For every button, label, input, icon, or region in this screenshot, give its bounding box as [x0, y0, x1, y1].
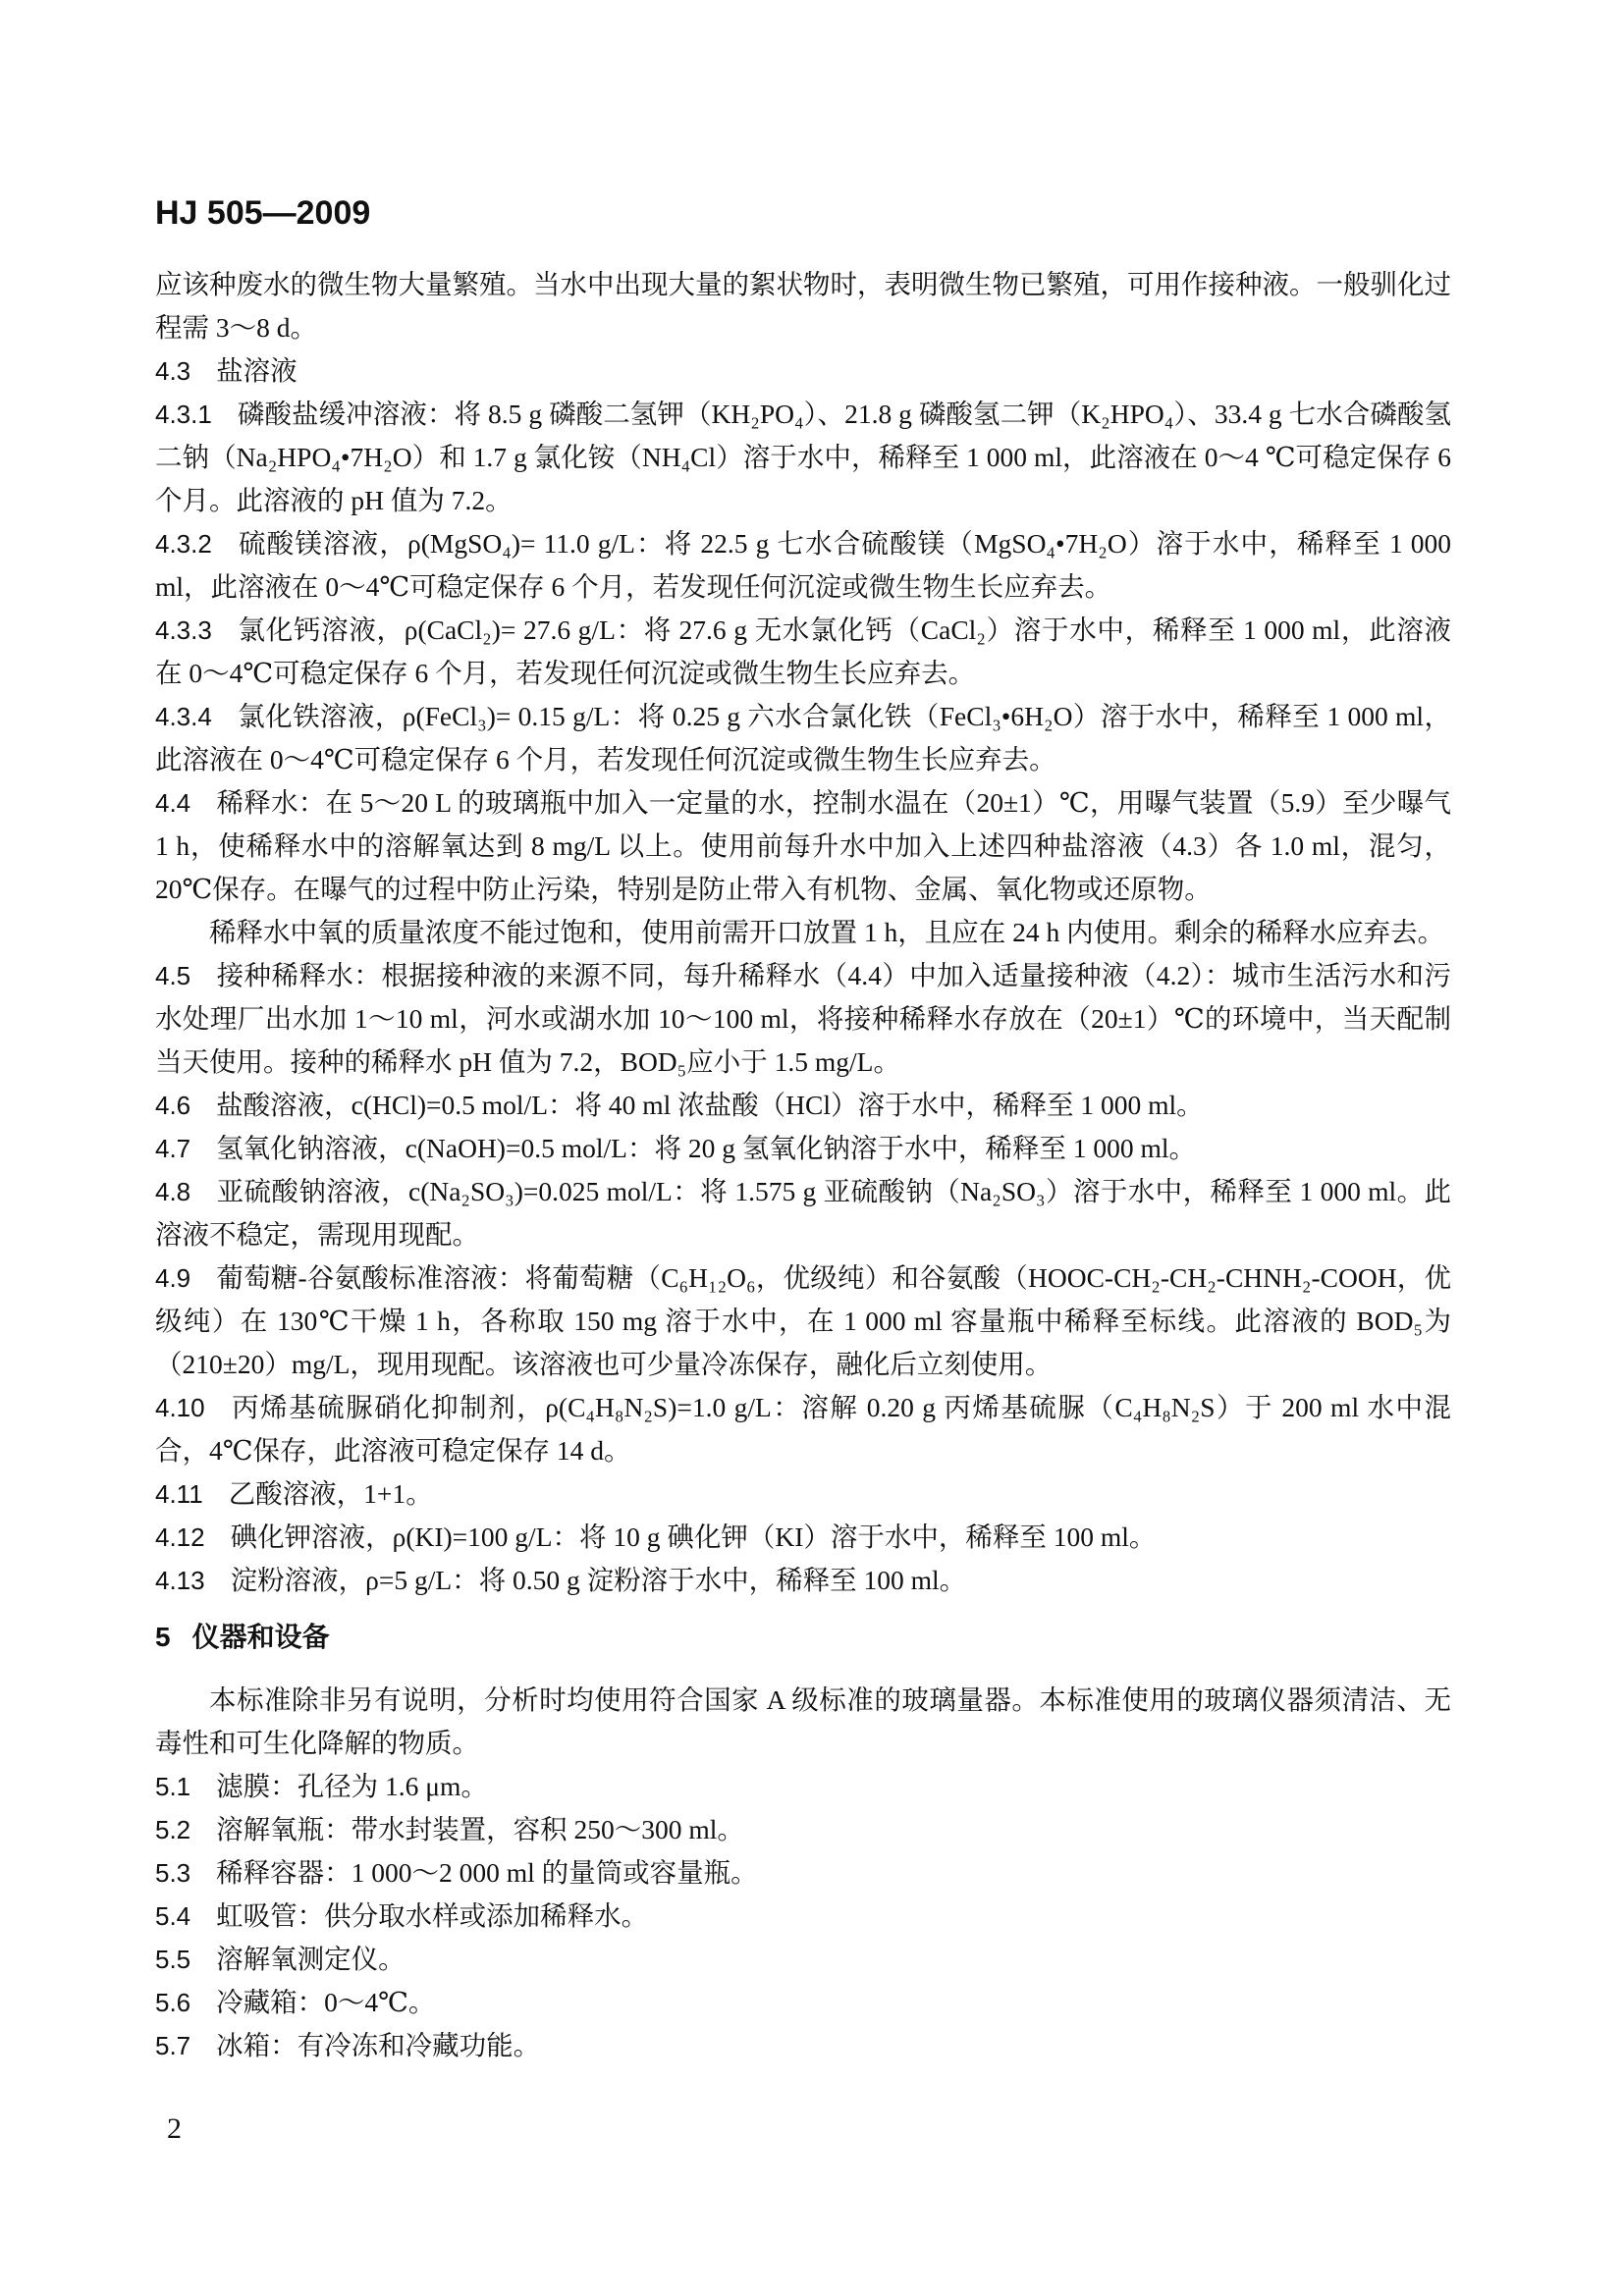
clause-text: 溶解氧测定仪。 — [216, 1944, 406, 1974]
clause-text: 硫酸镁溶液，ρ(MgSO₄)= 11.0 g/L：将 22.5 g 七水合硫酸镁（MgSO₄•7H₂O）溶于水中，稀释至 1 000 ml，此溶液在 0～4℃可稳定保存 6 个月，若发现任何沉淀或微生物生长应弃去。 — [155, 528, 1451, 602]
clause-4-12 — [155, 1516, 1451, 1559]
clause-number: 4.5 — [155, 961, 191, 990]
clause-4-10 — [155, 1386, 1451, 1472]
clause-number: 4.8 — [155, 1177, 191, 1206]
clause-text: 氯化钙溶液，ρ(CaCl₂)= 27.6 g/L：将 27.6 g 无水氯化钙（CaCl₂）溶于水中，稀释至 1 000 ml，此溶液在 0～4℃可稳定保存 6 个月，若发现任何沉淀或微生物生长应弃去。 — [155, 614, 1451, 688]
section-number: 5 — [155, 1622, 171, 1652]
clause-number: 4.11 — [155, 1479, 203, 1509]
document-body — [155, 263, 1451, 2067]
clause-4-6 — [155, 1084, 1451, 1127]
clause-4-3-1 — [155, 393, 1451, 522]
clause-number: 4.12 — [155, 1522, 205, 1552]
clause-4-3-2 — [155, 522, 1451, 609]
clause-number: 5.4 — [155, 1901, 191, 1931]
clause-number: 4.7 — [155, 1134, 191, 1163]
clause-text: 淀粉溶液，ρ=5 g/L：将 0.50 g 淀粉溶于水中，稀释至 100 ml。 — [230, 1565, 967, 1595]
clause-text: 葡萄糖-谷氨酸标准溶液：将葡萄糖（C₆H₁₂O₆，优级纯）和谷氨酸（HOOC-CH₂-CH₂-CHNH₂-COOH，优级纯）在 130℃干燥 1 h，各称取 150 mg 溶于水中，在 1 000 ml 容量瓶中稀释至标线。此溶液的 BOD₅为（210±20）mg/L，现用现配。该溶液也可少量冷冻保存，融化后立刻使用。 — [155, 1262, 1451, 1379]
clause-number: 5.7 — [155, 2031, 191, 2060]
clause-text: 氢氧化钠溶液，c(NaOH)=0.5 mol/L：将 20 g 氢氧化钠溶于水中，稀释至 1 000 ml。 — [216, 1133, 1196, 1163]
clause-number: 4.3.1 — [155, 400, 212, 429]
clause-number: 4.3 — [155, 356, 191, 386]
clause-4-5 — [155, 954, 1451, 1084]
page-number: 2 — [167, 2112, 182, 2145]
clause-text: 磷酸盐缓冲溶液：将 8.5 g 磷酸二氢钾（KH₂PO₄）、21.8 g 磷酸氢二钾（K₂HPO₄）、33.4 g 七水合磷酸氢二钠（Na₂HPO₄•7H₂O）和 1.7 g 氯化铵（NH₄Cl）溶于水中，稀释至 1 000 ml，此溶液在 0～4 ℃可稳定保存 6 个月。此溶液的 pH 值为 7.2。 — [155, 399, 1451, 515]
clause-4-7 — [155, 1127, 1451, 1170]
clause-text: 盐酸溶液，c(HCl)=0.5 mol/L：将 40 ml 浓盐酸（HCl）溶于水中，稀释至 1 000 ml。 — [216, 1090, 1204, 1120]
clause-text: 冰箱：有冷冻和冷藏功能。 — [216, 2030, 541, 2060]
clause-number: 4.13 — [155, 1566, 205, 1595]
clause-4-11 — [155, 1472, 1451, 1516]
clause-4-4-note: 稀释水中氧的质量浓度不能过饱和，使用前需开口放置 1 h，且应在 24 h 内使用。剩余的稀释水应弃去。 — [209, 917, 1445, 947]
clause-4-3-3 — [155, 609, 1451, 695]
clause-4-4 — [155, 781, 1451, 911]
document-id-header: HJ 505—2009 — [155, 194, 371, 232]
clause-text: 虹吸管：供分取水样或添加稀释水。 — [216, 1900, 649, 1931]
clause-number: 5.2 — [155, 1815, 191, 1844]
clause-text: 氯化铁溶液，ρ(FeCl₃)= 0.15 g/L：将 0.25 g 六水合氯化铁（FeCl₃•6H₂O）溶于水中，稀释至 1 000 ml，此溶液在 0～4℃可稳定保存 6 个月，若发现任何沉淀或微生物生长应弃去。 — [155, 701, 1451, 774]
clause-4-8 — [155, 1170, 1451, 1256]
clause-text: 冷藏箱：0～4℃。 — [216, 1987, 436, 2017]
clause-text: 亚硫酸钠溶液，c(Na₂SO₃)=0.025 mol/L：将 1.575 g 亚硫酸钠（Na₂SO₃）溶于水中，稀释至 1 000 ml。此溶液不稳定，需现用现配。 — [155, 1176, 1451, 1250]
clause-5-4 — [155, 1895, 1451, 1938]
clause-text: 盐溶液 — [216, 355, 298, 386]
clause-4-3-4 — [155, 695, 1451, 781]
clause-number: 4.9 — [155, 1263, 191, 1293]
clause-number: 4.4 — [155, 788, 191, 818]
clause-4-3 — [155, 349, 1451, 393]
section-5-heading — [155, 1616, 1451, 1659]
clause-text: 碘化钾溶液，ρ(KI)=100 g/L：将 10 g 碘化钾（KI）溶于水中，稀释至 100 ml。 — [230, 1522, 1157, 1552]
clause-text: 稀释容器：1 000～2 000 ml 的量筒或容量瓶。 — [216, 1857, 758, 1888]
clause-5-5 — [155, 1938, 1451, 1981]
clause-text: 接种稀释水：根据接种液的来源不同，每升稀释水（4.4）中加入适量接种液（4.2）：城市生活污水和污水处理厂出水加 1～10 ml，河水或湖水加 10～100 ml，将接种稀释水存放在（20±1）℃的环境中，当天配制当天使用。接种的稀释水 pH 值为 7.2，BOD₅应小于 1.5 mg/L。 — [155, 960, 1451, 1077]
section-title: 仪器和设备 — [191, 1622, 330, 1652]
clause-5-7 — [155, 2024, 1451, 2067]
clause-text: 丙烯基硫脲硝化抑制剂，ρ(C₄H₈N₂S)=1.0 g/L：溶解 0.20 g 丙烯基硫脲（C₄H₈N₂S）于 200 ml 水中混合，4℃保存，此溶液可稳定保存 14 d。 — [155, 1392, 1451, 1466]
clause-4-9 — [155, 1256, 1451, 1386]
clause-number: 4.3.2 — [155, 529, 212, 559]
clause-5-1 — [155, 1765, 1451, 1808]
clause-4-13 — [155, 1559, 1451, 1602]
clause-number: 4.6 — [155, 1091, 191, 1120]
clause-text: 溶解氧瓶：带水封装置，容积 250～300 ml。 — [216, 1814, 744, 1844]
clause-number: 5.1 — [155, 1772, 191, 1801]
clause-number: 5.5 — [155, 1945, 191, 1974]
section-5-intro: 本标准除非另有说明，分析时均使用符合国家 A 级标准的玻璃量器。本标准使用的玻璃仪器须清洁、无毒性和可生化降解的物质。 — [155, 1684, 1451, 1758]
clause-number: 4.3.4 — [155, 702, 212, 731]
clause-number: 5.3 — [155, 1858, 191, 1888]
clause-number: 4.3.3 — [155, 615, 212, 645]
clause-5-6 — [155, 1981, 1451, 2024]
clause-text: 滤膜：孔径为 1.6 μm。 — [216, 1771, 488, 1801]
clause-5-3 — [155, 1851, 1451, 1895]
clause-text: 乙酸溶液，1+1。 — [228, 1478, 433, 1509]
clause-5-2 — [155, 1808, 1451, 1851]
clause-text: 稀释水：在 5～20 L 的玻璃瓶中加入一定量的水，控制水温在（20±1）℃，用曝气装置（5.9）至少曝气 1 h，使稀释水中的溶解氧达到 8 mg/L 以上。使用前每升水中加入上述四种盐溶液（4.3）各 1.0 ml，混匀，20℃保存。在曝气的过程中防止污染，特别是防止带入有机物、金属、氧化物或还原物。 — [155, 787, 1451, 904]
clause-number: 4.10 — [155, 1393, 205, 1422]
continued-paragraph: 应该种废水的微生物大量繁殖。当水中出现大量的絮状物时，表明微生物已繁殖，可用作接种液。一般驯化过程需 3～8 d。 — [155, 269, 1451, 343]
clause-number: 5.6 — [155, 1988, 191, 2017]
